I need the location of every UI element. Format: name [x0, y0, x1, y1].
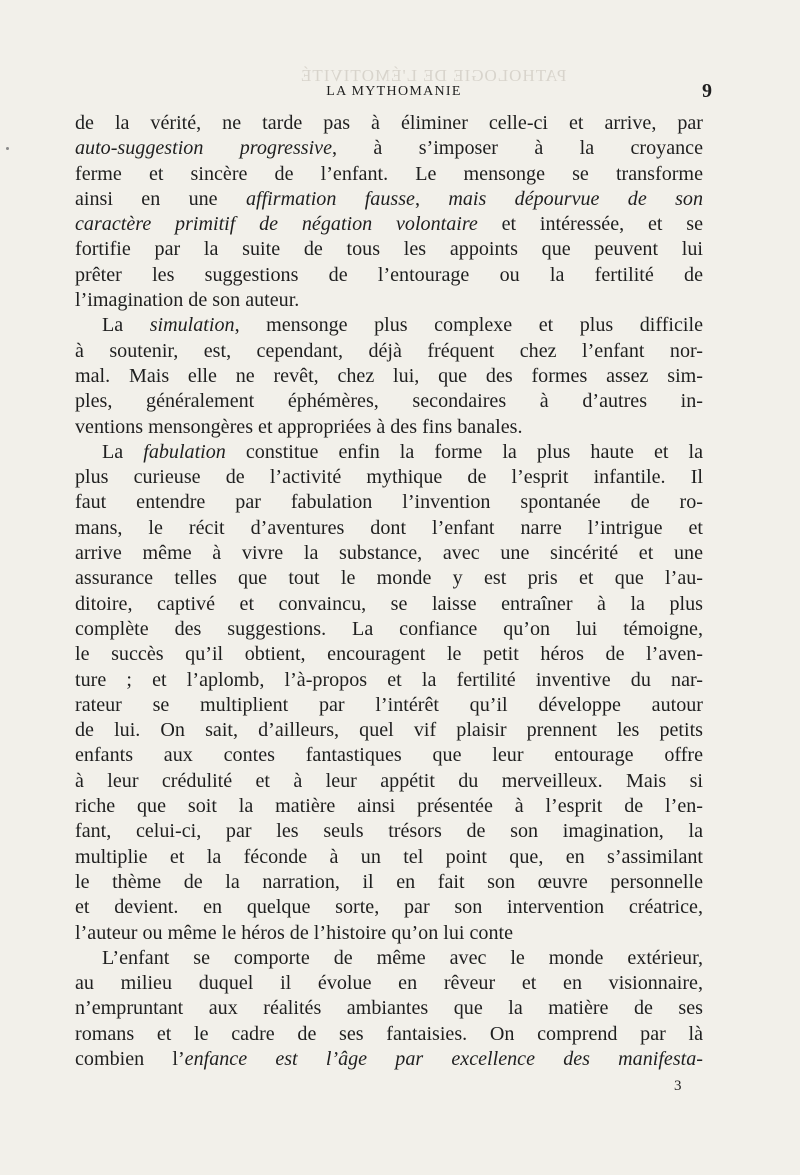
- text-run: à soutenir, est, cependant, déjà fréquent chez l’enfant nor-: [75, 339, 703, 362]
- text-run: l’imagination de son auteur.: [75, 289, 300, 312]
- text-run: La: [102, 314, 150, 337]
- text-line: [75, 187, 703, 212]
- text-run: multiplie et la féconde à un tel point que, en s’assimilant: [75, 845, 703, 868]
- text-line: [75, 364, 703, 389]
- text-run: n’empruntant aux réalités ambiantes que la matière de ses: [75, 997, 703, 1020]
- text-run: le thème de la narration, il en fait son œuvre personnelle: [75, 870, 703, 893]
- text-line: [75, 566, 703, 591]
- text-line: [75, 490, 703, 515]
- italic-phrase: enfance est l’âge par excellence des manifesta-: [184, 1047, 703, 1070]
- running-header: [76, 80, 712, 104]
- text-line: [75, 465, 703, 490]
- text-line: [75, 237, 703, 262]
- text-line: [75, 516, 703, 541]
- text-line: [75, 1047, 703, 1072]
- text-run: arrive même à vivre la substance, avec une sincérité et une: [75, 542, 703, 565]
- text-line: [75, 743, 703, 768]
- text-line: [75, 389, 703, 414]
- text-run: de la vérité, ne tarde pas à éliminer celle-ci et arrive, par: [75, 112, 703, 134]
- text-run: mal. Mais elle ne revêt, chez lui, que des formes assez sim-: [75, 364, 703, 387]
- text-line: [75, 769, 703, 794]
- text-run: enfants aux contes fantastiques que leur entourage offre: [75, 744, 703, 767]
- text-run: L’enfant se comporte de même avec le monde extérieur,: [102, 946, 703, 969]
- text-line: [75, 845, 703, 870]
- text-line: [75, 111, 703, 136]
- text-run: ditoire, captivé et convaincu, se laisse entraîner à la plus: [75, 592, 703, 615]
- text-line: [75, 617, 703, 642]
- text-run: l’auteur ou même le héros de l’histoire qu’on lui conte: [75, 921, 514, 944]
- italic-phrase: caractère primitif de négation volontaire: [75, 213, 478, 236]
- text-run: ventions mensongères et appropriées à des fins banales.: [75, 415, 523, 438]
- text-line: [75, 313, 703, 338]
- text-line: [75, 541, 703, 566]
- bleed-through-text: PATHOLOGIE DE L'ÉMOTIVITÉ: [300, 66, 567, 85]
- text-run: mans, le récit d’aventures dont l’enfant narre l’intrigue et: [75, 516, 703, 539]
- italic-phrase: affirmation fausse: [245, 187, 415, 210]
- paragraph: [75, 111, 703, 313]
- text-line: [75, 718, 703, 743]
- text-line: [75, 794, 703, 819]
- text-line: [75, 946, 703, 971]
- text-run: prêter les suggestions de l’entourage ou la fertilité de: [75, 263, 703, 286]
- text-run: au milieu duquel il évolue en rêveur et en visionnaire,: [75, 972, 703, 995]
- text-line: [75, 288, 703, 313]
- text-run: plus curieuse de l’activité mythique de l’esprit infantile. Il: [75, 466, 703, 489]
- running-title: LA MYTHOMANIE: [326, 84, 462, 99]
- text-run: et devient. en quelque sorte, par son intervention créatrice,: [75, 896, 703, 919]
- text-run: ferme et sincère de l’enfant. Le mensonge se transforme: [75, 162, 703, 185]
- text-run: à leur crédulité et à leur appétit du merveilleux. Mais si: [75, 769, 703, 792]
- text-run: complète des suggestions. La confiance qu’on lui témoigne,: [75, 617, 703, 640]
- text-line: [75, 415, 703, 440]
- text-run: ture ; et l’aplomb, l’à-propos et la fertilité inventive du nar-: [75, 668, 703, 691]
- signature-mark: 3: [674, 1078, 682, 1094]
- italic-phrase: simulation: [149, 314, 235, 337]
- text-line: [75, 971, 703, 996]
- text-run: fortifie par la suite de tous les appoints que peuvent lui: [75, 238, 703, 261]
- text-line: [75, 162, 703, 187]
- text-line: [75, 668, 703, 693]
- text-run: , mensonge plus complexe et plus difficile: [234, 314, 703, 337]
- print-speck: [6, 147, 9, 150]
- page-number: 9: [702, 80, 712, 102]
- text-run: ,: [414, 187, 449, 210]
- text-line: [75, 642, 703, 667]
- text-run: le succès qu’il obtient, encouragent le petit héros de l’aven-: [75, 643, 703, 666]
- italic-phrase: mais dépourvue de son: [448, 187, 703, 210]
- italic-phrase: auto-suggestion progressive: [75, 137, 333, 160]
- text-line: [75, 996, 703, 1021]
- text-line: [75, 136, 703, 161]
- text-run: fant, celui-ci, par les seuls trésors de son imagination, la: [75, 820, 703, 843]
- text-run: , à s’imposer à la croyance: [332, 137, 703, 160]
- text-run: assurance telles que tout le monde y est pris et que l’au-: [75, 567, 703, 590]
- text-run: de lui. On sait, d’ailleurs, quel vif plaisir prennent les petits: [75, 719, 703, 742]
- text-line: [75, 212, 703, 237]
- text-run: ainsi en une: [75, 187, 246, 210]
- text-line: [75, 440, 703, 465]
- text-line: [75, 1022, 703, 1047]
- text-run: combien l’: [75, 1047, 185, 1070]
- italic-phrase: fabulation: [143, 440, 226, 463]
- text-line: [75, 870, 703, 895]
- body-text: [75, 111, 703, 1072]
- text-run: constitue enfin la forme la plus haute et la: [225, 440, 703, 463]
- paragraph: [75, 313, 703, 439]
- text-run: ples, généralement éphémères, secondaires à d’autres in-: [75, 390, 703, 413]
- text-line: [75, 263, 703, 288]
- paragraph: [75, 946, 703, 1072]
- text-line: [75, 592, 703, 617]
- text-line: [75, 921, 703, 946]
- text-run: riche que soit la matière ainsi présentée à l’esprit de l’en-: [75, 795, 703, 818]
- text-run: faut entendre par fabulation l’invention spontanée de ro-: [75, 491, 703, 514]
- text-line: [75, 693, 703, 718]
- text-line: [75, 339, 703, 364]
- paragraph: [75, 440, 703, 946]
- text-line: [75, 819, 703, 844]
- text-line: [75, 895, 703, 920]
- text-run: La: [102, 440, 144, 463]
- text-run: rateur se multiplient par l’intérêt qu’il développe autour: [75, 693, 703, 716]
- text-run: romans et le cadre de ses fantaisies. On comprend par là: [75, 1022, 703, 1045]
- text-run: et intéressée, et se: [477, 213, 703, 236]
